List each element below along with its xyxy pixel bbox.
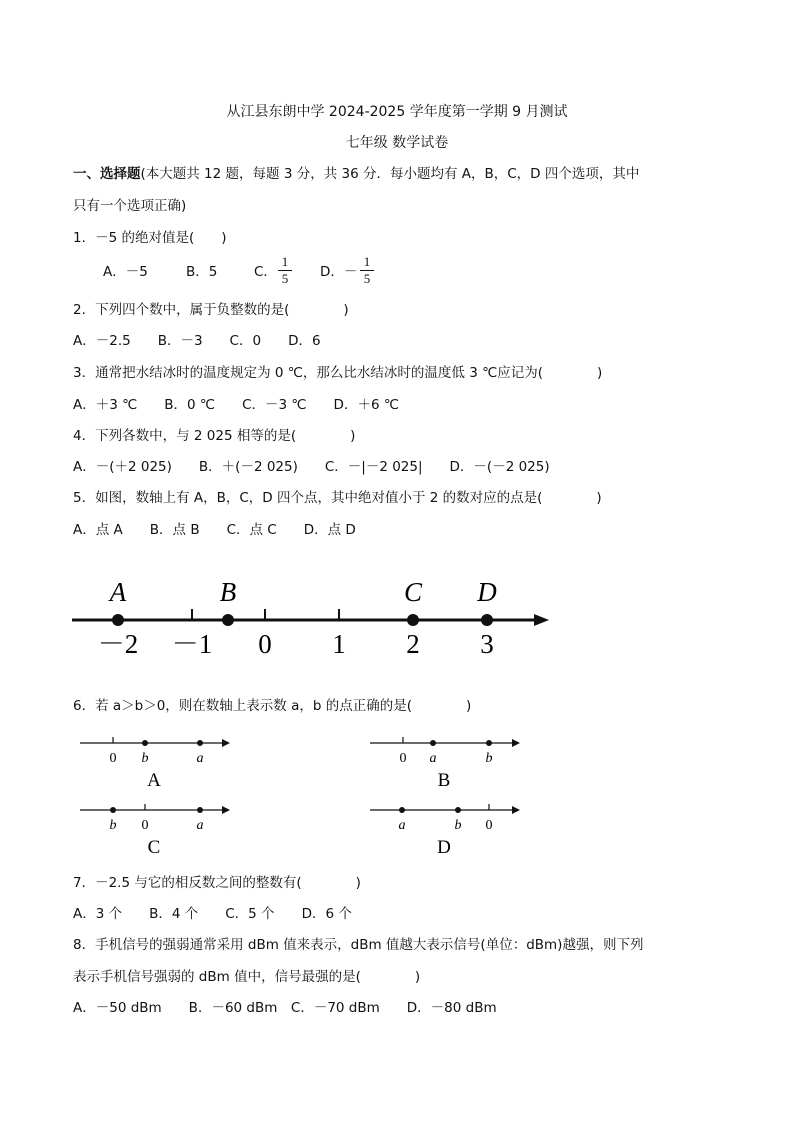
tick-label: 1 [332,629,346,659]
point-dot [197,740,203,746]
question-3-options: A．＋3 ℃ B．0 ℃ C．－3 ℃ D．＋6 ℃ [73,397,399,413]
point-dot [399,807,405,813]
question-4-options: A．－(＋2 025) B．＋(－2 025) C．－|－2 025| D．－(－2 025) [73,459,550,475]
label-b: b [485,751,493,766]
exam-title: 从江县东朗中学 2024-2025 学年度第一学期 9 月测试 [226,104,568,120]
question-6-diagram-d [360,797,530,857]
question-1-option-a: A．－5 [103,264,148,280]
question-6-stem: 6．若 a＞b＞0，则在数轴上表示数 a，b 的点正确的是( ) [73,698,472,714]
point-c-dot [407,614,419,626]
label-b: b [141,751,149,766]
question-5-number-line [0,570,794,660]
label-zero: 0 [399,751,407,766]
arrow-head-icon [534,614,549,626]
diagram-caption: D [437,837,451,857]
point-dot [110,807,116,813]
label-a: a [429,751,437,766]
point-d-dot [481,614,493,626]
question-2-options: A．－2.5 B．－3 C．0 D．6 [73,333,321,349]
point-a-dot [112,614,124,626]
point-b-dot [222,614,234,626]
label-a: a [196,818,204,833]
question-1-option-d-fraction [360,255,374,286]
diagram-caption: B [437,770,451,790]
question-1-option-b: B．5 [186,264,218,280]
question-5-options: A．点 A B．点 B C．点 C D．点 D [73,522,356,538]
point-dot [430,740,436,746]
question-1-stem: 1．－5 的绝对值是( ) [73,230,227,246]
fraction-numerator: 1 [363,254,371,269]
arrow-head-icon [222,739,230,747]
section-intro [73,165,639,183]
question-8-options: A．－50 dBm B．－60 dBm C．－70 dBm D．－80 dBm [73,1000,497,1016]
tick-label: －2 [97,629,139,659]
section-heading: 一、选择题 [73,166,141,182]
label-b: b [454,818,462,833]
label-b: b [109,818,117,833]
question-6-diagram-b [360,730,530,790]
question-4-stem: 4．下列各数中，与 2 025 相等的是( ) [73,428,356,444]
point-dot [197,807,203,813]
question-7-stem: 7．－2.5 与它的相反数之间的整数有( ) [73,875,361,891]
point-a-label: A [109,577,127,607]
label-a: a [398,818,406,833]
question-5-stem: 5．如图，数轴上有 A，B，C，D 四个点，其中绝对值小于 2 的数对应的点是( ) [73,490,602,506]
fraction-denominator: 5 [281,271,289,286]
tick-label: 2 [406,629,420,659]
arrow-head-icon [512,739,520,747]
section-intro-cont: 只有一个选项正确) [73,198,187,214]
question-1-option-c: C． [254,264,277,280]
tick-label: －1 [171,629,213,659]
arrow-head-icon [512,806,520,814]
arrow-head-icon [222,806,230,814]
section-intro-text: (本大题共 12 题，每题 3 分，共 36 分．每小题均有 A，B，C，D 四个选项，其中 [140,166,640,182]
question-3-stem: 3．通常把水结冰时的温度规定为 0 ℃，那么比水结冰时的温度低 3 ℃应记为( ) [73,365,603,381]
question-6-diagram-c [70,797,240,857]
point-c-label: C [403,577,423,607]
tick-label: 0 [258,629,272,659]
point-d-label: D [477,577,497,607]
fraction-numerator: 1 [281,254,289,269]
question-2-stem: 2．下列四个数中，属于负整数的是( ) [73,302,349,318]
tick-label: 3 [480,629,494,659]
question-8-stem-cont: 表示手机信号强弱的 dBm 值中，信号最强的是( ) [73,969,421,985]
point-dot [486,740,492,746]
point-b-label: B [219,577,237,607]
question-6-diagram-a [70,730,240,790]
label-a: a [196,751,204,766]
question-7-options: A．3 个 B．4 个 C．5 个 D．6 个 [73,906,352,922]
label-zero: 0 [485,818,493,833]
label-zero: 0 [109,751,117,766]
point-dot [455,807,461,813]
question-8-stem: 8．手机信号的强弱通常采用 dBm 值来表示，dBm 值越大表示信号(单位：dBm)越强，则下列 [73,937,644,953]
fraction-denominator: 5 [363,271,371,286]
diagram-caption: C [147,837,161,857]
diagram-caption: A [147,770,161,790]
point-dot [142,740,148,746]
label-zero: 0 [141,818,149,833]
question-1-option-d: D．－ [320,264,358,280]
question-1-option-c-fraction [278,255,292,286]
exam-subtitle: 七年级 数学试卷 [345,135,449,151]
